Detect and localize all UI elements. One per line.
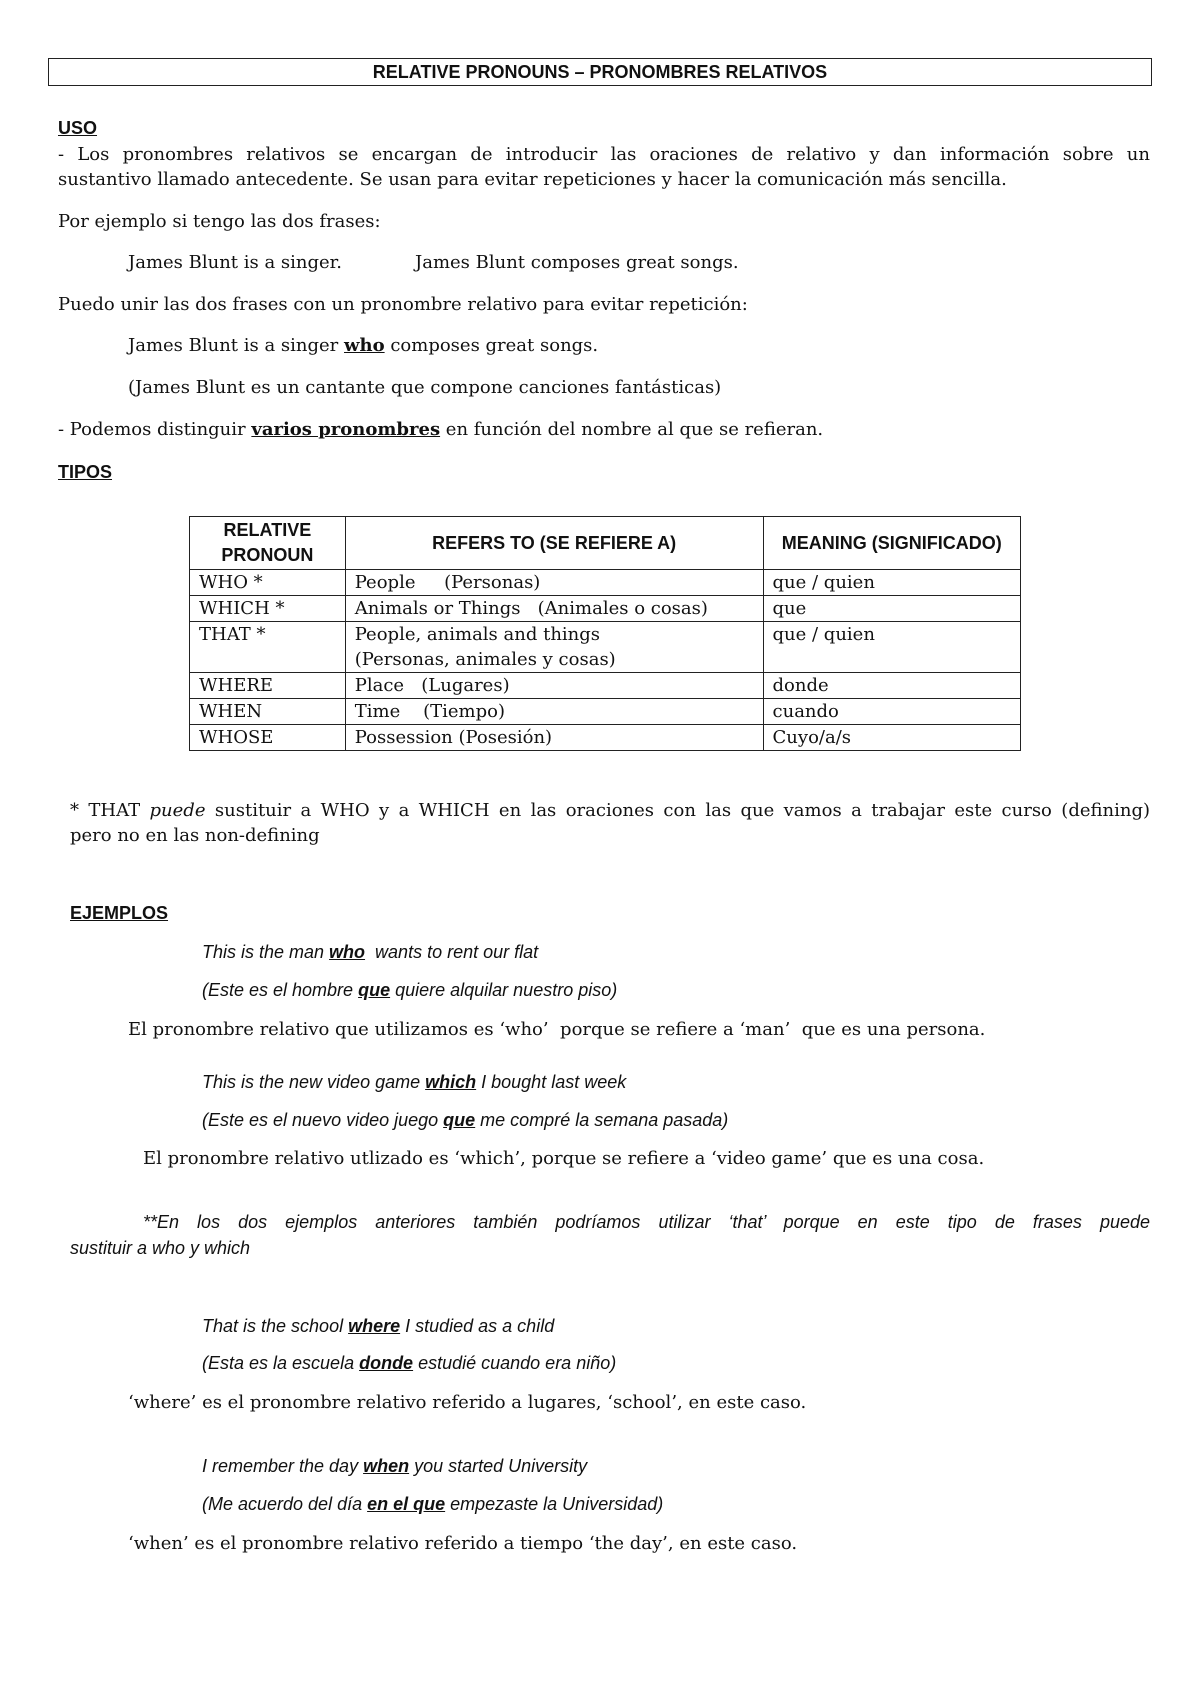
join-intro: Puedo unir las dos frases con un pronombre relativo para evitar repetición: (58, 294, 748, 315)
table-row (190, 596, 1021, 622)
example-4-keyword: when (363, 1456, 410, 1476)
example-4-translation (202, 1494, 663, 1515)
example-4-pre: I remember the day (202, 1456, 364, 1476)
example-1-keyword: who (329, 942, 366, 962)
distinguish-keyword: varios pronombres (251, 419, 441, 440)
distinguish-post: en función del nombre al que se refieran. (440, 419, 824, 440)
that-note-italic: puede (149, 800, 206, 821)
example-2-keyword: which (425, 1072, 477, 1092)
refers-cell: Time (Tiempo) (345, 699, 763, 725)
table-row (190, 699, 1021, 725)
examples-note-line2: sustituir a who y which (70, 1238, 251, 1258)
meaning-cell: Cuyo/a/s (763, 725, 1020, 751)
table-row (190, 622, 1021, 673)
example-3-explanation: ‘where’ es el pronombre relativo referido a lugares, ‘school’, en este caso. (128, 1392, 807, 1413)
example-1-tr-keyword: que (358, 980, 391, 1000)
refers-cell: People (Personas) (345, 570, 763, 596)
pronoun-cell: WHOSE (190, 725, 346, 751)
pronoun-cell: THAT * (190, 622, 346, 673)
that-note-line1 (70, 800, 1150, 821)
distinguish-line (58, 419, 823, 440)
example-2-tr-keyword: que (443, 1110, 476, 1130)
example-3-pre: That is the school (202, 1316, 349, 1336)
example-2-explanation: El pronombre relativo utlizado es ‘which’, porque se refiere a ‘video game’ que es una cosa. (143, 1148, 985, 1169)
tipos-heading: TIPOS (58, 462, 113, 482)
example-3-tr-post: estudié cuando era niño) (413, 1353, 617, 1373)
example-1-tr-pre: (Este es el hombre (202, 980, 359, 1000)
example-4-tr-keyword: en el que (367, 1494, 446, 1514)
meaning-cell: que / quien (763, 622, 1020, 673)
example-4-tr-post: empezaste la Universidad) (445, 1494, 664, 1514)
pronoun-cell: WHEN (190, 699, 346, 725)
meaning-cell: que (763, 596, 1020, 622)
example-1-post: wants to rent our flat (365, 942, 539, 962)
that-note-post: sustituir a WHO y a WHICH en las oraciones con las que vamos a trabajar este curso (defining) (205, 800, 1150, 821)
meaning-cell: cuando (763, 699, 1020, 725)
sentence-a: James Blunt is a singer. (128, 252, 343, 273)
table-header-row (190, 517, 1021, 570)
example-2-pre: This is the new video game (202, 1072, 426, 1092)
joined-keyword: who (344, 335, 385, 356)
examples-note-line1: **En los dos ejemplos anteriores también podríamos utilizar ‘that’ porque en este tipo de frases puede (143, 1212, 1150, 1232)
that-note-pre: * THAT (70, 800, 150, 821)
example-2 (202, 1072, 626, 1093)
pronoun-cell: WHICH * (190, 596, 346, 622)
uso-heading: USO (58, 118, 98, 138)
table-row (190, 673, 1021, 699)
example-2-translation (202, 1110, 728, 1131)
joined-translation: (James Blunt es un cantante que compone canciones fantásticas) (128, 377, 722, 398)
example-1-tr-post: quiere alquilar nuestro piso) (390, 980, 618, 1000)
example-2-tr-post: me compré la semana pasada) (475, 1110, 729, 1130)
example-1 (202, 942, 538, 963)
column-header: MEANING (SIGNIFICADO) (763, 517, 1020, 570)
column-header: RELATIVE PRONOUN (190, 517, 346, 570)
refers-cell: Place (Lugares) (345, 673, 763, 699)
example-3-translation (202, 1353, 616, 1374)
refers-cell: People, animals and things (Personas, animales y cosas) (345, 622, 763, 673)
pronoun-cell: WHO * (190, 570, 346, 596)
example-intro: Por ejemplo si tengo las dos frases: (58, 211, 381, 232)
joined-post: composes great songs. (384, 335, 599, 356)
pronoun-table (189, 516, 1021, 751)
sentence-b: James Blunt composes great songs. (415, 252, 739, 273)
example-4-tr-pre: (Me acuerdo del día (202, 1494, 368, 1514)
example-3-tr-keyword: donde (359, 1353, 414, 1373)
refers-cell: Possession (Posesión) (345, 725, 763, 751)
column-header: REFERS TO (SE REFIERE A) (345, 517, 763, 570)
ejemplos-heading: EJEMPLOS (70, 903, 169, 923)
example-2-post: I bought last week (476, 1072, 627, 1092)
example-2-tr-pre: (Este es el nuevo video juego (202, 1110, 444, 1130)
meaning-cell: donde (763, 673, 1020, 699)
example-3-tr-pre: (Esta es la escuela (202, 1353, 360, 1373)
joined-sentence (128, 335, 598, 356)
table-row (190, 725, 1021, 751)
distinguish-pre: - Podemos distinguir (58, 419, 252, 440)
uso-paragraph-line1: - Los pronombres relativos se encargan de introducir las oraciones de relativo y dan información sobre un (58, 144, 1150, 165)
example-4 (202, 1456, 587, 1477)
example-3-keyword: where (348, 1316, 401, 1336)
example-1-translation (202, 980, 617, 1001)
meaning-cell: que / quien (763, 570, 1020, 596)
document-title: RELATIVE PRONOUNS – PRONOMBRES RELATIVOS (48, 58, 1152, 86)
example-3-post: I studied as a child (400, 1316, 555, 1336)
table-row (190, 570, 1021, 596)
example-1-pre: This is the man (202, 942, 330, 962)
pronoun-cell: WHERE (190, 673, 346, 699)
example-4-post: you started University (409, 1456, 588, 1476)
example-3 (202, 1316, 554, 1337)
example-1-explanation: El pronombre relativo que utilizamos es ‘who’ porque se refiere a ‘man’ que es una persona. (128, 1019, 986, 1040)
example-4-explanation: ‘when’ es el pronombre relativo referido a tiempo ‘the day’, en este caso. (128, 1533, 798, 1554)
uso-paragraph-line2: sustantivo llamado antecedente. Se usan para evitar repeticiones y hacer la comunicación más sencilla. (58, 169, 1007, 190)
refers-cell: Animals or Things (Animales o cosas) (345, 596, 763, 622)
joined-pre: James Blunt is a singer (128, 335, 345, 356)
that-note-line2: pero no en las non-defining (70, 825, 320, 846)
